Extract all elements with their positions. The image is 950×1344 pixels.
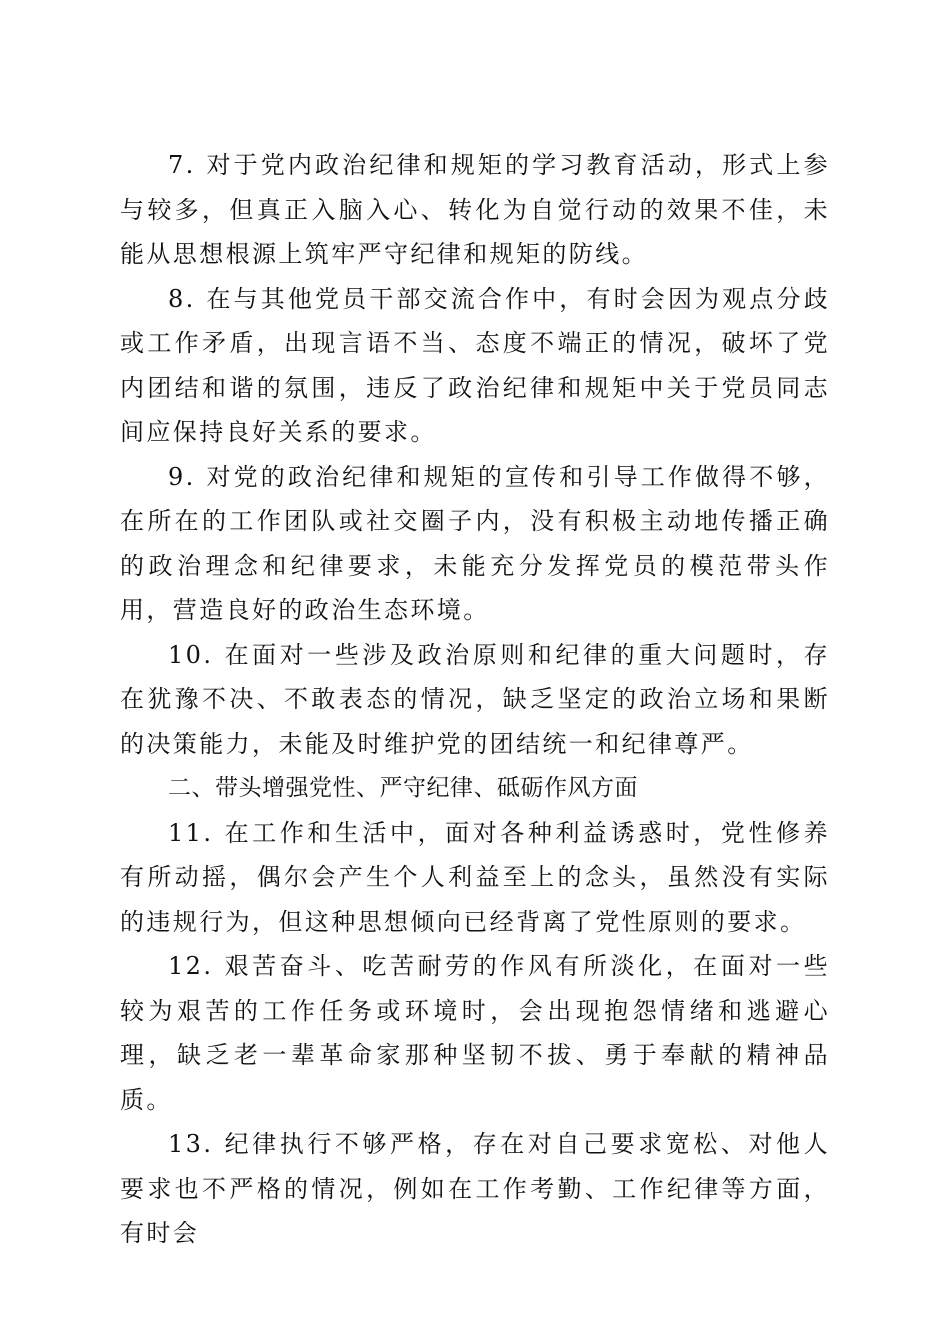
- paragraph-item-10: 10. 在面对一些涉及政治原则和纪律的重大问题时，存在犹豫不决、不敢表态的情况，缺乏坚定的政治立场和果断的决策能力，未能及时维护党的团结统一和纪律尊严。: [120, 640, 830, 758]
- paragraph-item-11: 11. 在工作和生活中，面对各种利益诱惑时，党性修养有所动摇，偶尔会产生个人利益至上的念头，虽然没有实际的违规行为，但这种思想倾向已经背离了党性原则的要求。: [120, 818, 830, 936]
- document-page: [120, 143, 830, 1256]
- paragraph-item-12: 12. 艰苦奋斗、吃苦耐劳的作风有所淡化，在面对一些较为艰苦的工作任务或环境时，会出现抱怨情绪和逃避心理，缺乏老一辈革命家那种坚韧不拔、勇于奉献的精神品质。: [120, 952, 830, 1114]
- paragraph-item-7: 7. 对于党内政治纪律和规矩的学习教育活动，形式上参与较多，但真正入脑入心、转化为自觉行动的效果不佳，未能从思想根源上筑牢严守纪律和规矩的防线。: [120, 151, 830, 268]
- paragraph-item-9: 9. 对党的政治纪律和规矩的宣传和引导工作做得不够，在所在的工作团队或社交圈子内，没有积极主动地传播正确的政治理念和纪律要求，未能充分发挥党员的模范带头作用，营造良好的政治生态环境。: [120, 462, 830, 624]
- paragraph-item-8: 8. 在与其他党员干部交流合作中，有时会因为观点分歧或工作矛盾，出现言语不当、态度不端正的情况，破坏了党内团结和谐的氛围，违反了政治纪律和规矩中关于党员同志间应保持良好关系的要求。: [120, 284, 830, 446]
- section-heading-2: 二、带头增强党性、严守纪律、砥砺作风方面: [168, 775, 638, 801]
- paragraph-item-13: 13. 纪律执行不够严格，存在对自己要求宽松、对他人要求也不严格的情况，例如在工作考勤、工作纪律等方面，有时会: [120, 1130, 830, 1247]
